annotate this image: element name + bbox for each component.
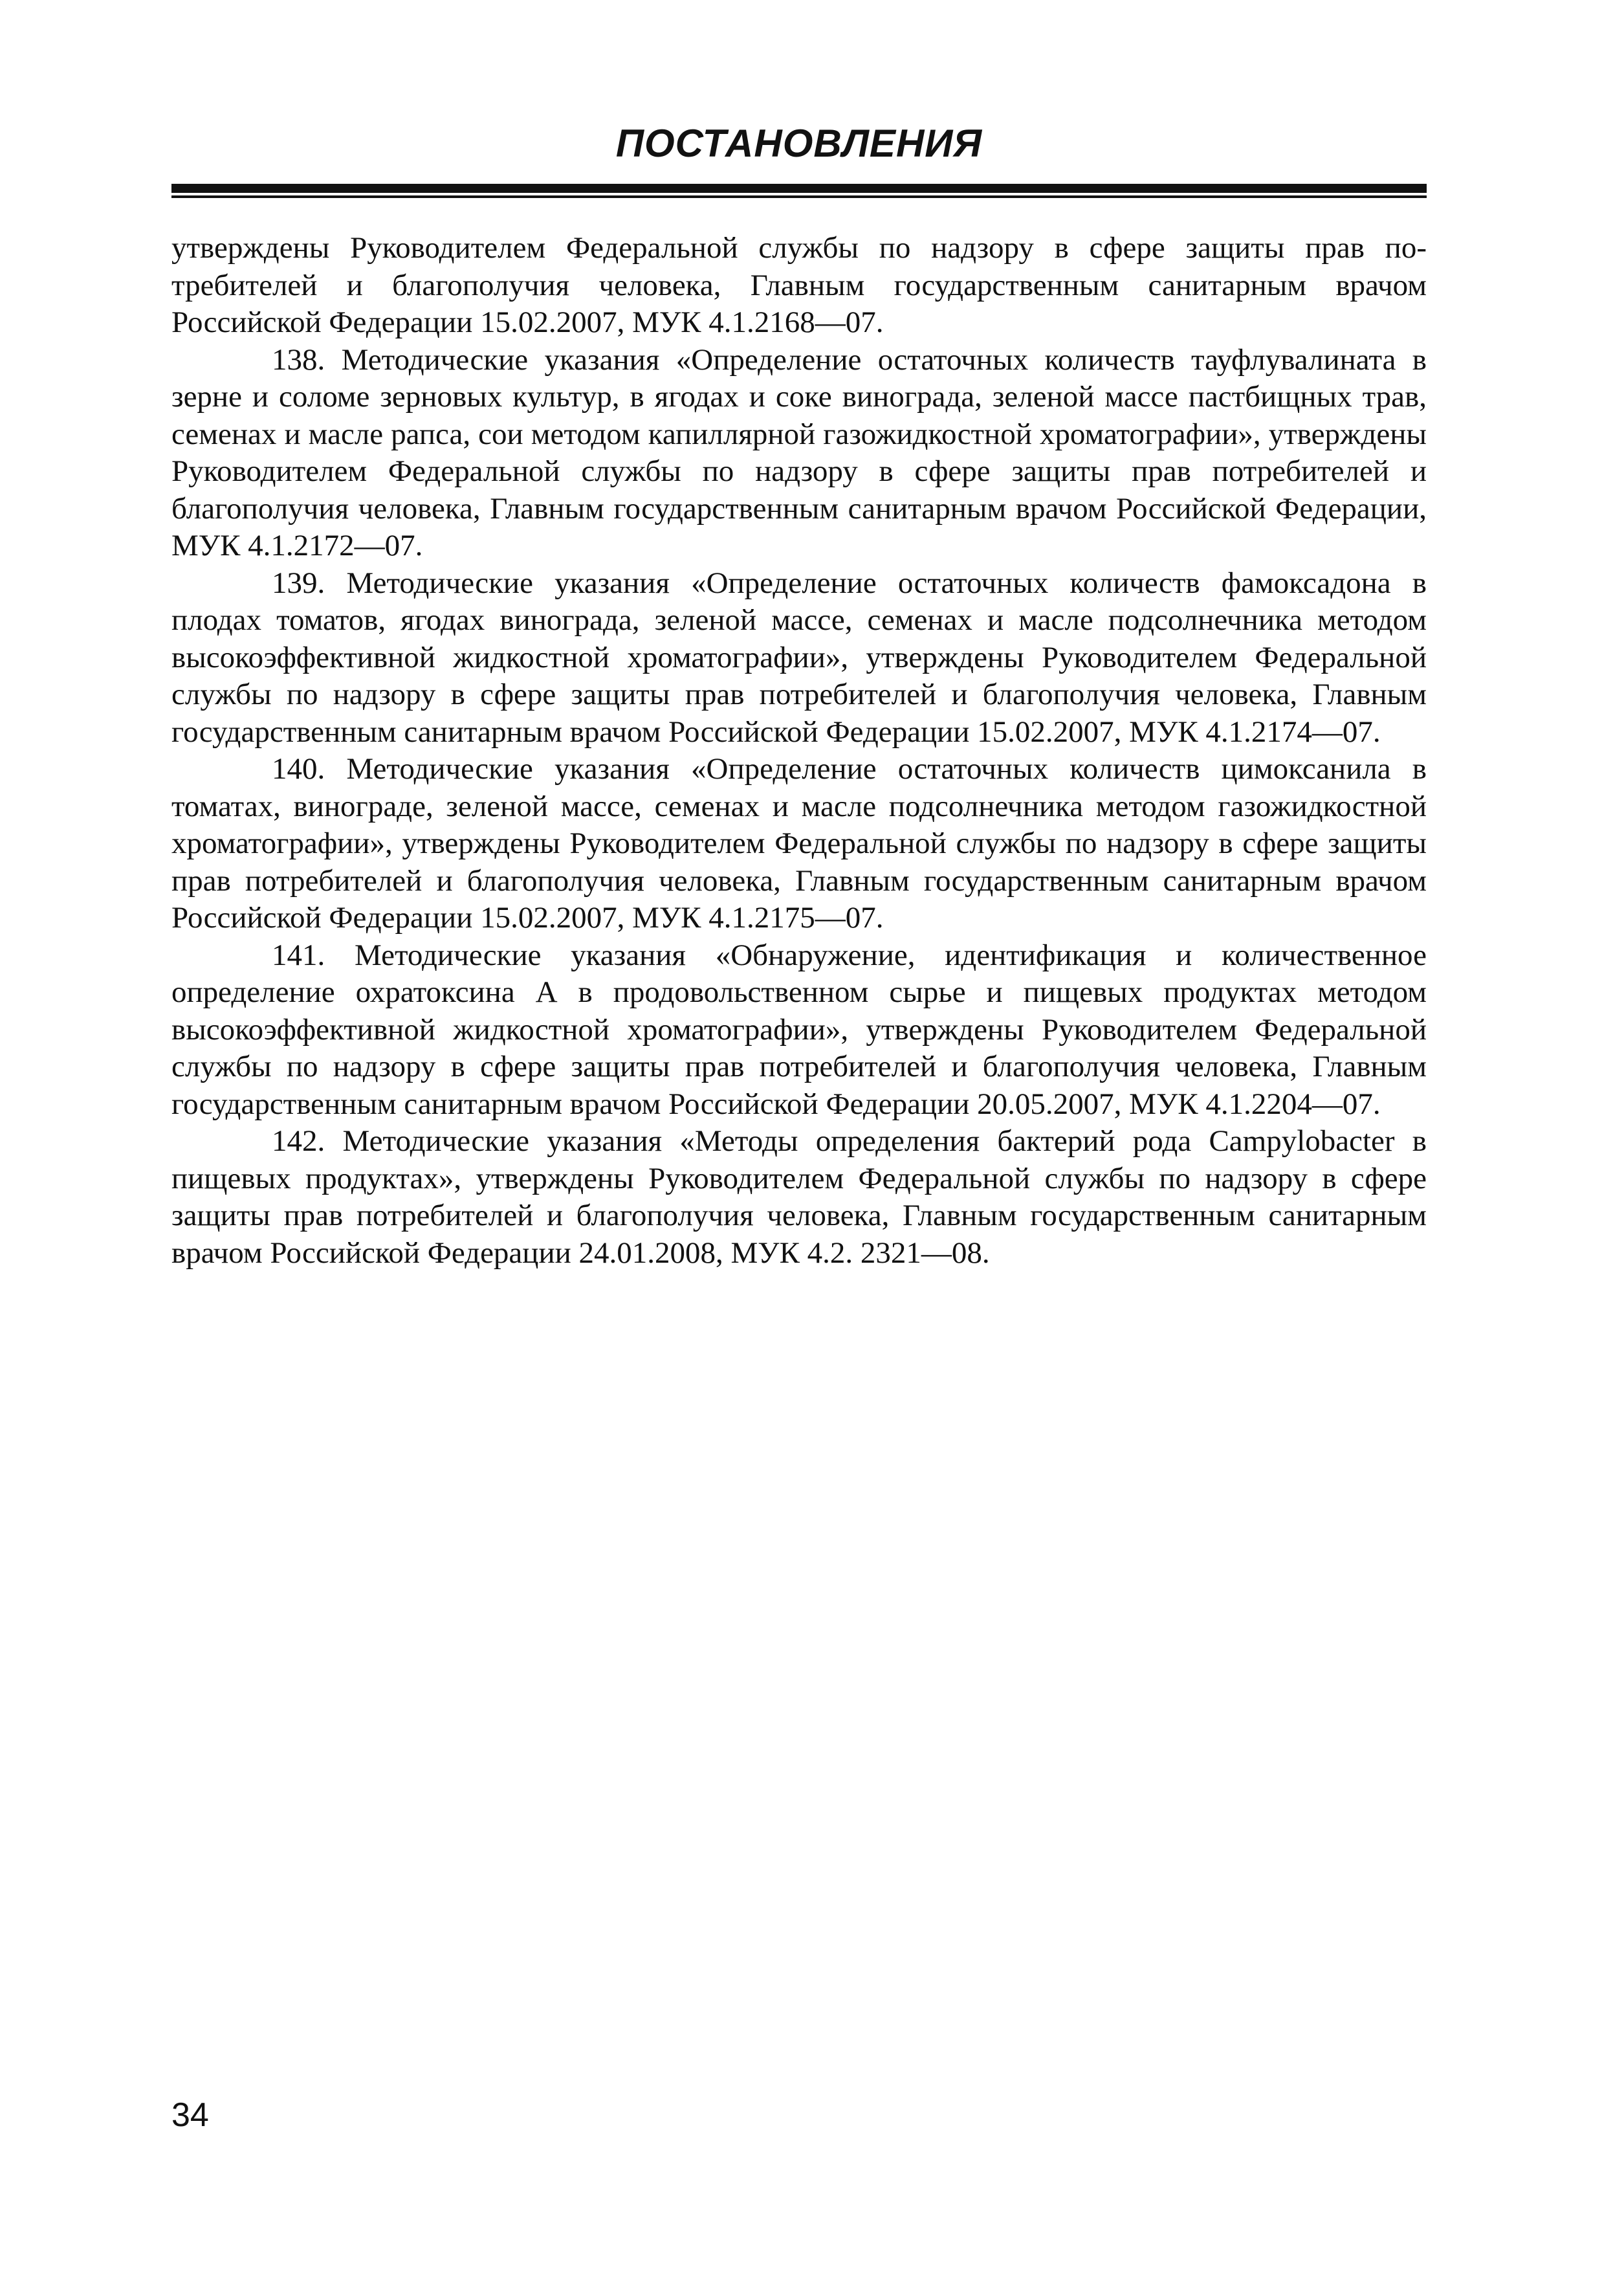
header-rule-thin [171, 195, 1427, 198]
paragraph-continuation: утверждены Руководителем Федеральной службы по надзору в сфере защиты прав потребителей и благополучия человека, Главным государственным санитарным врачом Российской Федерации 15.02.2007, МУК 4.1.2168—07. [171, 231, 1427, 339]
section-header-title: ПОСТАНОВЛЕНИЯ [615, 122, 983, 165]
paragraph-item-138: 138. Методические указания «Определение остаточных количеств тауфлувалината в зерне и соломе зерновых культур, в ягодах и соке винограда, зеленой массе пастбищных трав, семенах и масле рапса, сои методом капиллярной газожидкостной хроматографии», утверждены Руководителем Федеральной службы по надзору в сфере защиты прав потребителей и благополучия человека, Главным государственным санитарным врачом Российской Федерации, МУК 4.1.2172—07. [171, 342, 1427, 562]
paragraph-item-141: 141. Методические указания «Обнаружение, идентификация и количественное определение охратоксина А в продовольственном сырье и пищевых продуктах методом высокоэффективной жидкостной хроматографии», утверждены Руководителем Федеральной службы по надзору в сфере защиты прав потребителей и благополучия человека, Главным государственным санитарным врачом Российской Федерации 20.05.2007, МУК 4.1.2204—07. [171, 938, 1427, 1121]
body-text [171, 230, 1427, 1272]
paragraph-item-140: 140. Методические указания «Определение остаточных количеств цимоксанила в томатах, винограде, зеленой массе, семенах и масле подсолнечника методом газожидкостной хроматографии», утверждены Руководителем Федеральной службы по надзору в сфере защиты прав потребителей и благополучия человека, Главным государственным санитарным врачом Российской Федерации 15.02.2007, МУК 4.1.2175—07. [171, 752, 1427, 935]
page-number: 34 [171, 2096, 209, 2134]
header-rule-thick [171, 184, 1427, 193]
paragraph-item-139: 139. Методические указания «Определение остаточных количеств фамоксадона в плодах томатов, ягодах винограда, зеленой массе, семенах и масле подсолнечника методом высокоэффективной жидкостной хроматографии», утверждены Руководителем Федеральной службы по надзору в сфере защиты прав потребителей и благополучия человека, Главным государственным санитарным врачом Российской Федерации 15.02.2007, МУК 4.1.2174—07. [171, 566, 1427, 749]
paragraph-item-142: 142. Методические указания «Методы определения бактерий рода Campylobacter в пищевых продуктах», утверждены Руководителем Федеральной службы по надзору в сфере защиты прав потребителей и благополучия человека, Главным государственным санитарным врачом Российской Федерации 24.01.2008, МУК 4.2. 2321—08. [171, 1124, 1427, 1270]
